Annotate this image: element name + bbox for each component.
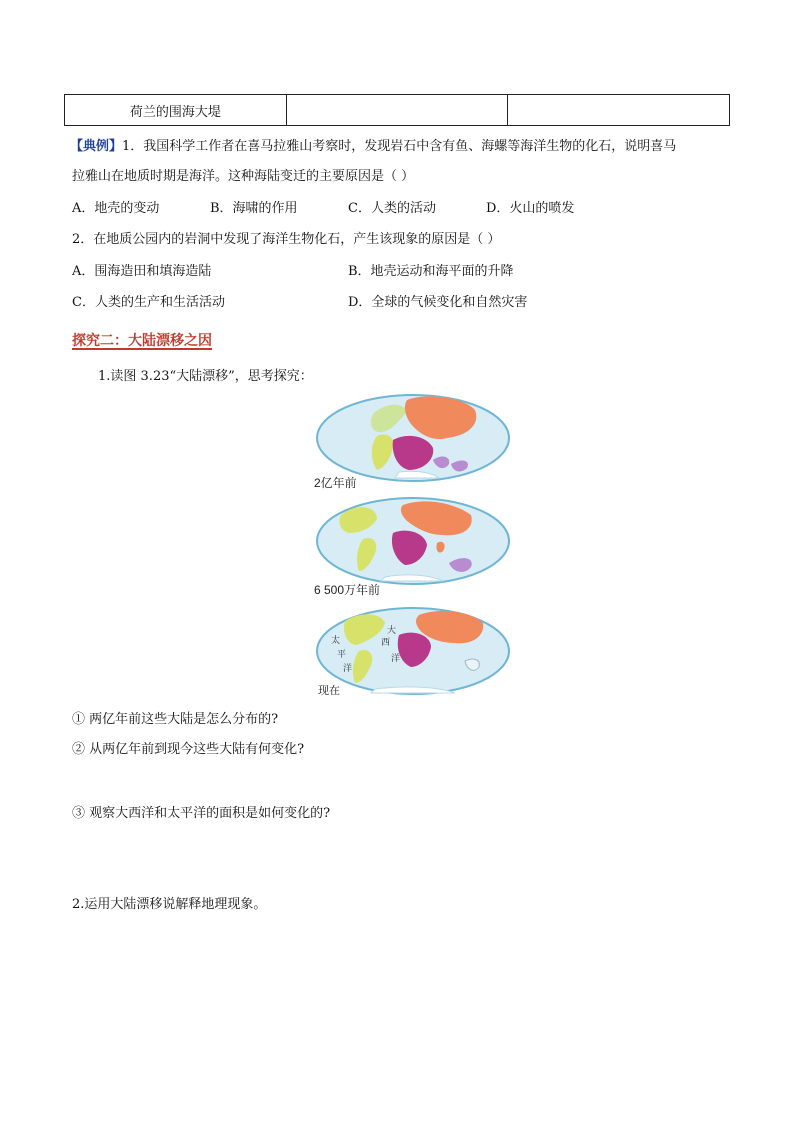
example-q1-line2: 拉雅山在地质时期是海洋。这种海陆变迁的主要原因是（ ） [72, 169, 415, 184]
atlantic-char-3: 洋 [391, 654, 401, 664]
pacific-char-1: 太 [331, 636, 341, 646]
q1-option-a: A．地壳的变动 [72, 201, 160, 216]
question-1: ① 两亿年前这些大陆是怎么分布的? [72, 712, 279, 727]
q1-option-d: D．火山的喷发 [486, 201, 575, 216]
map-present [315, 605, 511, 697]
example-q2-stem: 2．在地质公园内的岩洞中发现了海洋生物化石，产生该现象的原因是（ ） [72, 232, 501, 247]
q2-option-b: B．地壳运动和海平面的升降 [348, 264, 514, 279]
comparison-table [64, 94, 730, 126]
map-label-200ma: 2亿年前 [314, 476, 357, 490]
q2-option-c: C．人类的生产和生活活动 [72, 295, 225, 310]
atlantic-char-2: 西 [381, 638, 391, 648]
question-2: ② 从两亿年前到现今这些大陆有何变化? [72, 742, 305, 757]
example-q1-line1 [70, 135, 676, 154]
atlantic-char-1: 大 [387, 626, 397, 636]
q2-option-d: D．全球的气候变化和自然灾害 [348, 295, 528, 310]
apply-question: 2.运用大陆漂移说解释地理现象。 [72, 897, 267, 912]
question-3: ③ 观察大西洋和太平洋的面积是如何变化的? [72, 806, 331, 821]
map-65ma [315, 495, 511, 587]
table-cell [508, 95, 730, 126]
q2-option-a: A．围海造田和填海造陆 [72, 264, 212, 279]
table-cell: 荷兰的围海大堤 [65, 95, 287, 126]
table-cell [286, 95, 508, 126]
map-label-present: 现在 [318, 685, 340, 697]
q1-option-b: B．海啸的作用 [210, 201, 298, 216]
section-title: 探究二：大陆漂移之因 [72, 333, 212, 349]
map-label-65ma: 6 500万年前 [314, 583, 381, 597]
example-tag: 【典例】 [70, 139, 123, 154]
table-row [65, 95, 730, 126]
q1-option-c: C．人类的活动 [348, 201, 436, 216]
map-200ma [315, 392, 511, 484]
q1-stem-part1: 1．我国科学工作者在喜马拉雅山考察时，发现岩石中含有鱼、海螺等海洋生物的化石，说明喜马 [122, 139, 677, 154]
pacific-char-2: 平 [337, 650, 347, 660]
read-instruction: 1.读图 3.23“大陆漂移”，思考探究： [98, 369, 313, 384]
pacific-char-3: 洋 [343, 664, 353, 674]
